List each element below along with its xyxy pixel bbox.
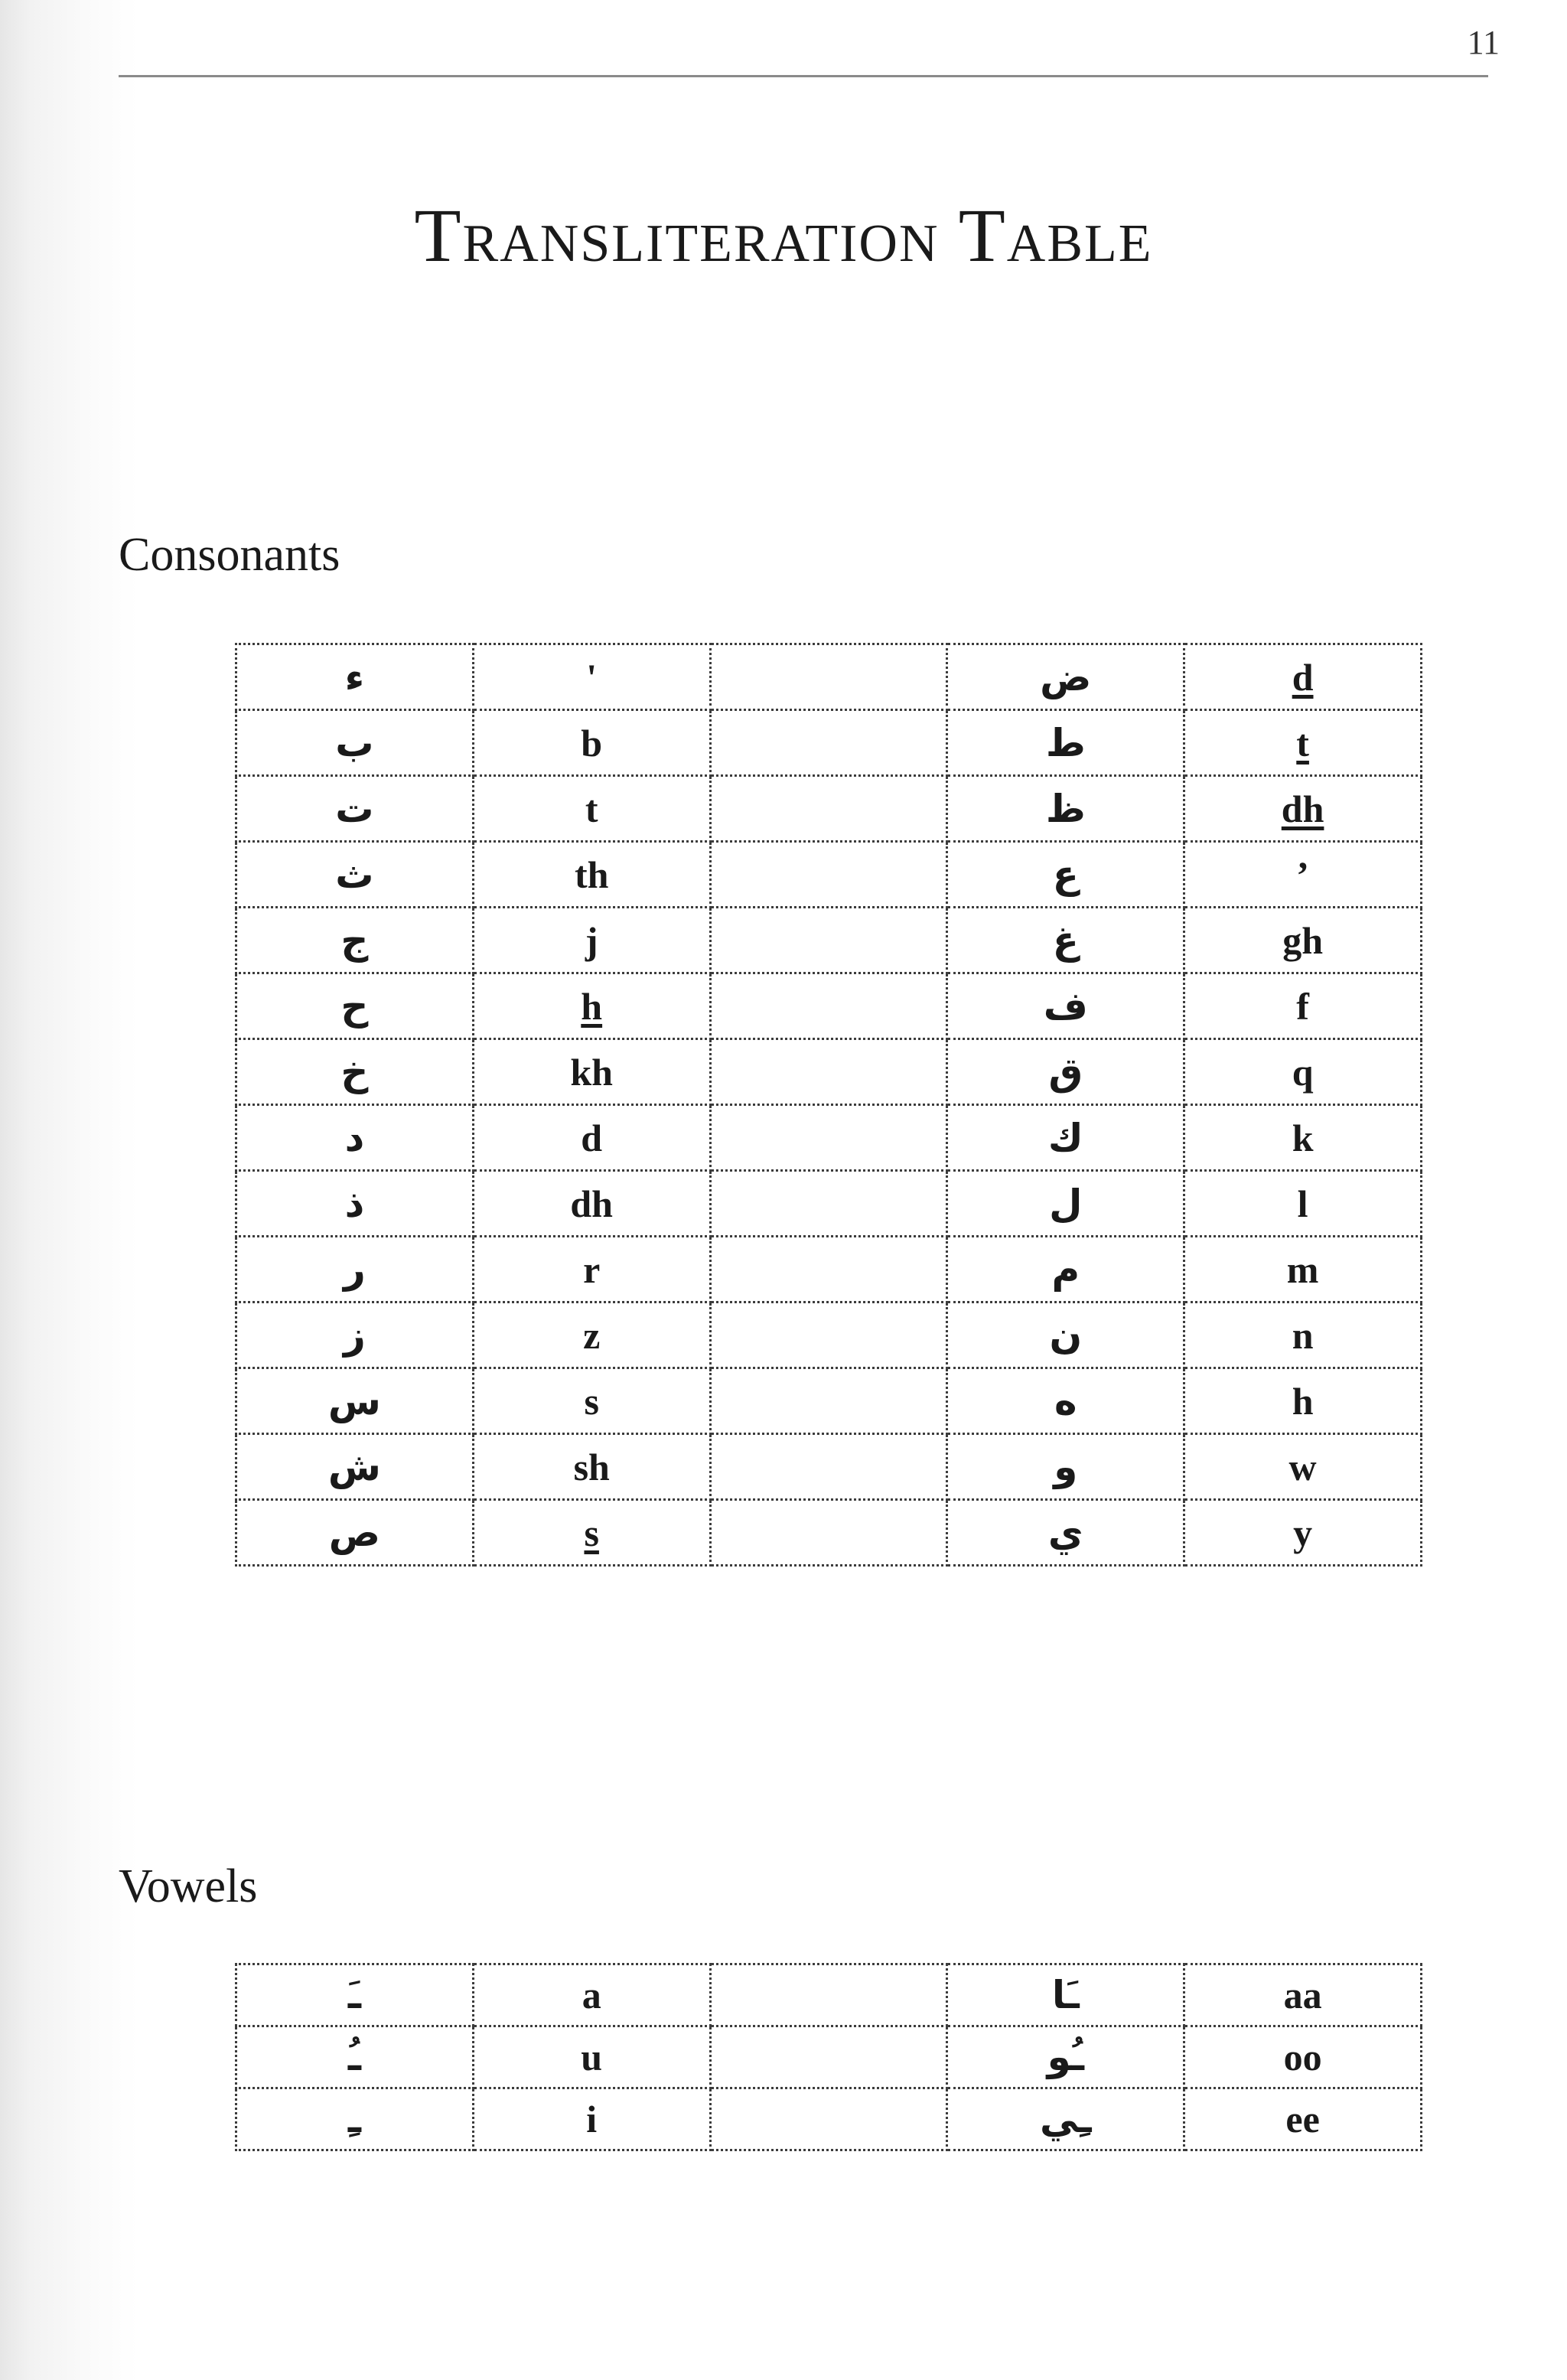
transliteration-cell: m (1184, 1237, 1422, 1302)
transliteration-cell: h (1184, 1368, 1422, 1434)
spacer-cell (710, 1368, 947, 1434)
transliteration-cell: k (1184, 1105, 1422, 1171)
arabic-letter-cell: خ (236, 1039, 474, 1105)
arabic-letter-cell: ي (947, 1500, 1184, 1566)
spacer-cell (710, 1237, 947, 1302)
table-row (236, 644, 1422, 710)
arabic-letter-cell: غ (947, 908, 1184, 973)
transliteration-cell: l (1184, 1171, 1422, 1237)
arabic-letter-cell: ذ (236, 1171, 474, 1237)
transliteration-cell: d (473, 1105, 710, 1171)
arabic-letter-cell: ط (947, 710, 1184, 776)
table-row (236, 1105, 1422, 1171)
table-row (236, 1500, 1422, 1566)
arabic-letter-cell: ض (947, 644, 1184, 710)
table-row (236, 908, 1422, 973)
arabic-letter-cell: ء (236, 644, 474, 710)
consonants-heading: Consonants (119, 529, 340, 581)
spacer-cell (710, 1039, 947, 1105)
table-row (236, 1434, 1422, 1500)
transliteration-cell: kh (473, 1039, 710, 1105)
transliteration-cell: s (473, 1500, 710, 1566)
arabic-letter-cell: ش (236, 1434, 474, 1500)
transliteration-cell: dh (1184, 776, 1422, 842)
arabic-vowel-cell: ـُ (236, 2026, 474, 2088)
transliteration-cell: w (1184, 1434, 1422, 1500)
arabic-letter-cell: ف (947, 973, 1184, 1039)
arabic-vowel-cell: ـَا (947, 1964, 1184, 2026)
table-row (236, 2026, 1422, 2088)
vowels-table (235, 1963, 1422, 2151)
transliteration-cell: d (1184, 644, 1422, 710)
table-row (236, 1039, 1422, 1105)
spacer-cell (710, 2026, 947, 2088)
transliteration-cell: aa (1184, 1964, 1422, 2026)
arabic-letter-cell: س (236, 1368, 474, 1434)
transliteration-cell: a (473, 1964, 710, 2026)
transliteration-cell: b (473, 710, 710, 776)
arabic-letter-cell: و (947, 1434, 1184, 1500)
arabic-letter-cell: ع (947, 842, 1184, 908)
arabic-letter-cell: ر (236, 1237, 474, 1302)
transliteration-cell: t (1184, 710, 1422, 776)
arabic-letter-cell: ت (236, 776, 474, 842)
transliteration-cell: f (1184, 973, 1422, 1039)
transliteration-cell: s (473, 1368, 710, 1434)
consonants-table (235, 643, 1422, 1567)
transliteration-cell: gh (1184, 908, 1422, 973)
transliteration-cell: u (473, 2026, 710, 2088)
transliteration-cell: n (1184, 1302, 1422, 1368)
header-rule (119, 75, 1488, 77)
table-row (236, 710, 1422, 776)
arabic-letter-cell: ق (947, 1039, 1184, 1105)
transliteration-cell: i (473, 2088, 710, 2150)
transliteration-cell: dh (473, 1171, 710, 1237)
spacer-cell (710, 1302, 947, 1368)
transliteration-cell: th (473, 842, 710, 908)
transliteration-cell: sh (473, 1434, 710, 1500)
arabic-letter-cell: د (236, 1105, 474, 1171)
arabic-vowel-cell: ـُو (947, 2026, 1184, 2088)
arabic-letter-cell: ح (236, 973, 474, 1039)
table-row (236, 2088, 1422, 2150)
transliteration-cell: ee (1184, 2088, 1422, 2150)
arabic-letter-cell: ث (236, 842, 474, 908)
arabic-letter-cell: ك (947, 1105, 1184, 1171)
transliteration-cell: r (473, 1237, 710, 1302)
spacer-cell (710, 644, 947, 710)
arabic-letter-cell: ل (947, 1171, 1184, 1237)
transliteration-cell: t (473, 776, 710, 842)
spacer-cell (710, 776, 947, 842)
table-row (236, 1964, 1422, 2026)
spacer-cell (710, 2088, 947, 2150)
spacer-cell (710, 1434, 947, 1500)
arabic-letter-cell: ظ (947, 776, 1184, 842)
page-number: 11 (1467, 24, 1500, 61)
arabic-letter-cell: ه (947, 1368, 1184, 1434)
arabic-letter-cell: ج (236, 908, 474, 973)
spacer-cell (710, 973, 947, 1039)
table-row (236, 973, 1422, 1039)
arabic-letter-cell: ز (236, 1302, 474, 1368)
arabic-vowel-cell: ـِي (947, 2088, 1184, 2150)
spacer-cell (710, 1964, 947, 2026)
transliteration-cell: j (473, 908, 710, 973)
table-row (236, 842, 1422, 908)
arabic-letter-cell: ب (236, 710, 474, 776)
transliteration-cell: ' (473, 644, 710, 710)
vowels-heading: Vowels (119, 1860, 258, 1912)
table-row (236, 1237, 1422, 1302)
transliteration-cell: ’ (1184, 842, 1422, 908)
transliteration-cell: y (1184, 1500, 1422, 1566)
transliteration-cell: q (1184, 1039, 1422, 1105)
spacer-cell (710, 1105, 947, 1171)
table-row (236, 1368, 1422, 1434)
arabic-letter-cell: ن (947, 1302, 1184, 1368)
transliteration-cell: z (473, 1302, 710, 1368)
spacer-cell (710, 1171, 947, 1237)
arabic-vowel-cell: ـِ (236, 2088, 474, 2150)
table-row (236, 1171, 1422, 1237)
page-title: Transliteration Table (414, 193, 1153, 278)
spacer-cell (710, 908, 947, 973)
table-row (236, 776, 1422, 842)
spacer-cell (710, 842, 947, 908)
table-row (236, 1302, 1422, 1368)
arabic-letter-cell: ص (236, 1500, 474, 1566)
transliteration-cell: oo (1184, 2026, 1422, 2088)
arabic-letter-cell: م (947, 1237, 1184, 1302)
spacer-cell (710, 710, 947, 776)
transliteration-cell: h (473, 973, 710, 1039)
arabic-vowel-cell: ـَ (236, 1964, 474, 2026)
spacer-cell (710, 1500, 947, 1566)
